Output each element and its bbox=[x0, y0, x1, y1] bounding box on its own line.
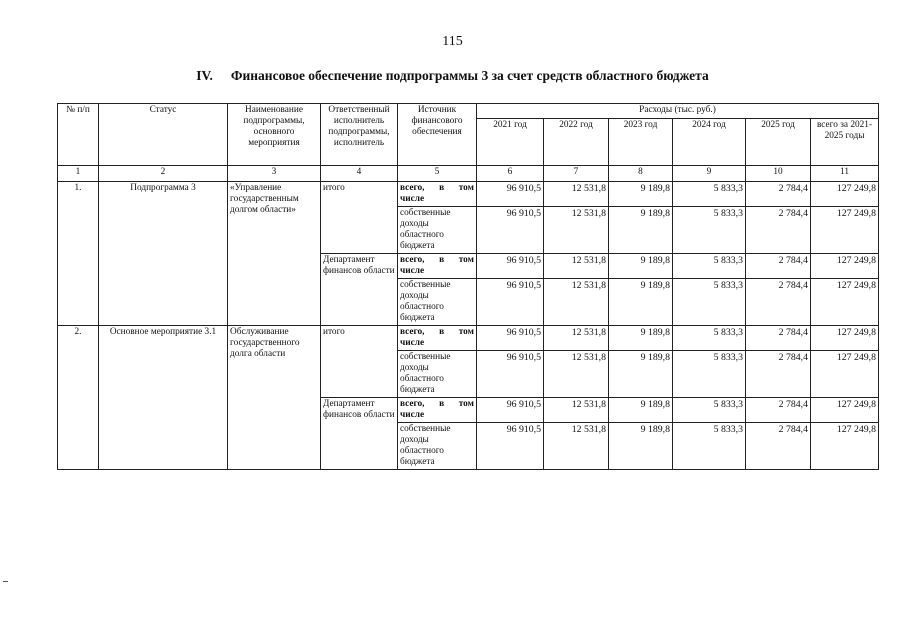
funding-source-cell: всего, в том числе bbox=[398, 326, 477, 351]
amount-cell: 12 531,8 bbox=[544, 326, 609, 351]
amount-cell: 2 784,4 bbox=[746, 207, 811, 254]
header-year: 2022 год bbox=[544, 119, 609, 166]
amount-cell: 127 249,8 bbox=[811, 279, 879, 326]
amount-cell: 5 833,3 bbox=[673, 279, 746, 326]
funding-source-cell: собственные доходы областного бюджета bbox=[398, 207, 477, 254]
header-responsible: Ответственный исполнитель подпрограммы, исполнитель bbox=[321, 104, 398, 166]
column-index: 8 bbox=[609, 166, 673, 182]
amount-cell: 96 910,5 bbox=[477, 351, 544, 398]
amount-cell: 127 249,8 bbox=[811, 351, 879, 398]
amount-cell: 5 833,3 bbox=[673, 207, 746, 254]
amount-cell: 96 910,5 bbox=[477, 398, 544, 423]
amount-cell: 127 249,8 bbox=[811, 326, 879, 351]
amount-cell: 2 784,4 bbox=[746, 398, 811, 423]
row-number-cell: 2. bbox=[58, 326, 99, 470]
header-year-total: всего за 2021-2025 годы bbox=[811, 119, 879, 166]
header-num: № п/п bbox=[58, 104, 99, 166]
responsible-cell: Департамент финансов области bbox=[321, 254, 398, 326]
header-status: Статус bbox=[99, 104, 228, 166]
amount-cell: 9 189,8 bbox=[609, 423, 673, 470]
amount-cell: 2 784,4 bbox=[746, 351, 811, 398]
amount-cell: 5 833,3 bbox=[673, 326, 746, 351]
funding-source-cell: всего, в том числе bbox=[398, 254, 477, 279]
amount-cell: 9 189,8 bbox=[609, 254, 673, 279]
amount-cell: 12 531,8 bbox=[544, 207, 609, 254]
amount-cell: 5 833,3 bbox=[673, 423, 746, 470]
amount-cell: 2 784,4 bbox=[746, 423, 811, 470]
column-index: 10 bbox=[746, 166, 811, 182]
column-index: 7 bbox=[544, 166, 609, 182]
amount-cell: 12 531,8 bbox=[544, 398, 609, 423]
amount-cell: 9 189,8 bbox=[609, 207, 673, 254]
table-body bbox=[58, 104, 879, 470]
section-title bbox=[0, 68, 905, 84]
column-index: 2 bbox=[99, 166, 228, 182]
amount-cell: 127 249,8 bbox=[811, 182, 879, 207]
column-index: 1 bbox=[58, 166, 99, 182]
amount-cell: 96 910,5 bbox=[477, 279, 544, 326]
amount-cell: 96 910,5 bbox=[477, 182, 544, 207]
amount-cell: 127 249,8 bbox=[811, 254, 879, 279]
table-row bbox=[58, 326, 879, 351]
funding-source-cell: всего, в том числе bbox=[398, 398, 477, 423]
amount-cell: 9 189,8 bbox=[609, 398, 673, 423]
program-name-cell: Обслуживание государственного долга области bbox=[228, 326, 321, 470]
header-year: 2025 год bbox=[746, 119, 811, 166]
amount-cell: 12 531,8 bbox=[544, 279, 609, 326]
amount-cell: 9 189,8 bbox=[609, 279, 673, 326]
budget-table bbox=[57, 103, 879, 470]
amount-cell: 2 784,4 bbox=[746, 279, 811, 326]
header-name: Наименование подпрограммы, основного мероприятия bbox=[228, 104, 321, 166]
amount-cell: 12 531,8 bbox=[544, 351, 609, 398]
section-title-text: Финансовое обеспечение подпрограммы 3 за счет средств областного бюджета bbox=[230, 68, 709, 83]
column-index: 4 bbox=[321, 166, 398, 182]
amount-cell: 5 833,3 bbox=[673, 351, 746, 398]
margin-mark bbox=[3, 581, 8, 582]
amount-cell: 9 189,8 bbox=[609, 351, 673, 398]
responsible-cell: итого bbox=[321, 182, 398, 254]
header-year: 2024 год bbox=[673, 119, 746, 166]
column-index: 6 bbox=[477, 166, 544, 182]
program-name-cell: «Управление государственным долгом области» bbox=[228, 182, 321, 326]
table-row bbox=[58, 182, 879, 207]
amount-cell: 96 910,5 bbox=[477, 254, 544, 279]
amount-cell: 2 784,4 bbox=[746, 326, 811, 351]
amount-cell: 5 833,3 bbox=[673, 254, 746, 279]
responsible-cell: итого bbox=[321, 326, 398, 398]
amount-cell: 2 784,4 bbox=[746, 254, 811, 279]
amount-cell: 5 833,3 bbox=[673, 398, 746, 423]
amount-cell: 12 531,8 bbox=[544, 254, 609, 279]
amount-cell: 2 784,4 bbox=[746, 182, 811, 207]
header-source: Источник финансового обеспечения bbox=[398, 104, 477, 166]
funding-source-cell: собственные доходы областного бюджета bbox=[398, 423, 477, 470]
column-index: 9 bbox=[673, 166, 746, 182]
status-cell: Основное мероприятие 3.1 bbox=[99, 326, 228, 470]
column-index-row bbox=[58, 166, 879, 182]
header-year: 2021 год bbox=[477, 119, 544, 166]
amount-cell: 127 249,8 bbox=[811, 207, 879, 254]
funding-source-cell: всего, в том числе bbox=[398, 182, 477, 207]
amount-cell: 12 531,8 bbox=[544, 423, 609, 470]
amount-cell: 127 249,8 bbox=[811, 423, 879, 470]
header-row bbox=[58, 104, 879, 119]
amount-cell: 96 910,5 bbox=[477, 207, 544, 254]
status-cell: Подпрограмма 3 bbox=[99, 182, 228, 326]
column-index: 5 bbox=[398, 166, 477, 182]
amount-cell: 9 189,8 bbox=[609, 182, 673, 207]
amount-cell: 5 833,3 bbox=[673, 182, 746, 207]
section-number: IV. bbox=[196, 68, 213, 83]
column-index: 11 bbox=[811, 166, 879, 182]
amount-cell: 127 249,8 bbox=[811, 398, 879, 423]
responsible-cell: Департамент финансов области bbox=[321, 398, 398, 470]
header-expenses: Расходы (тыс. руб.) bbox=[477, 104, 879, 119]
page-number: 115 bbox=[442, 34, 463, 49]
amount-cell: 96 910,5 bbox=[477, 326, 544, 351]
column-index: 3 bbox=[228, 166, 321, 182]
funding-source-cell: собственные доходы областного бюджета bbox=[398, 351, 477, 398]
header-year: 2023 год bbox=[609, 119, 673, 166]
funding-source-cell: собственные доходы областного бюджета bbox=[398, 279, 477, 326]
amount-cell: 96 910,5 bbox=[477, 423, 544, 470]
amount-cell: 9 189,8 bbox=[609, 326, 673, 351]
row-number-cell: 1. bbox=[58, 182, 99, 326]
amount-cell: 12 531,8 bbox=[544, 182, 609, 207]
